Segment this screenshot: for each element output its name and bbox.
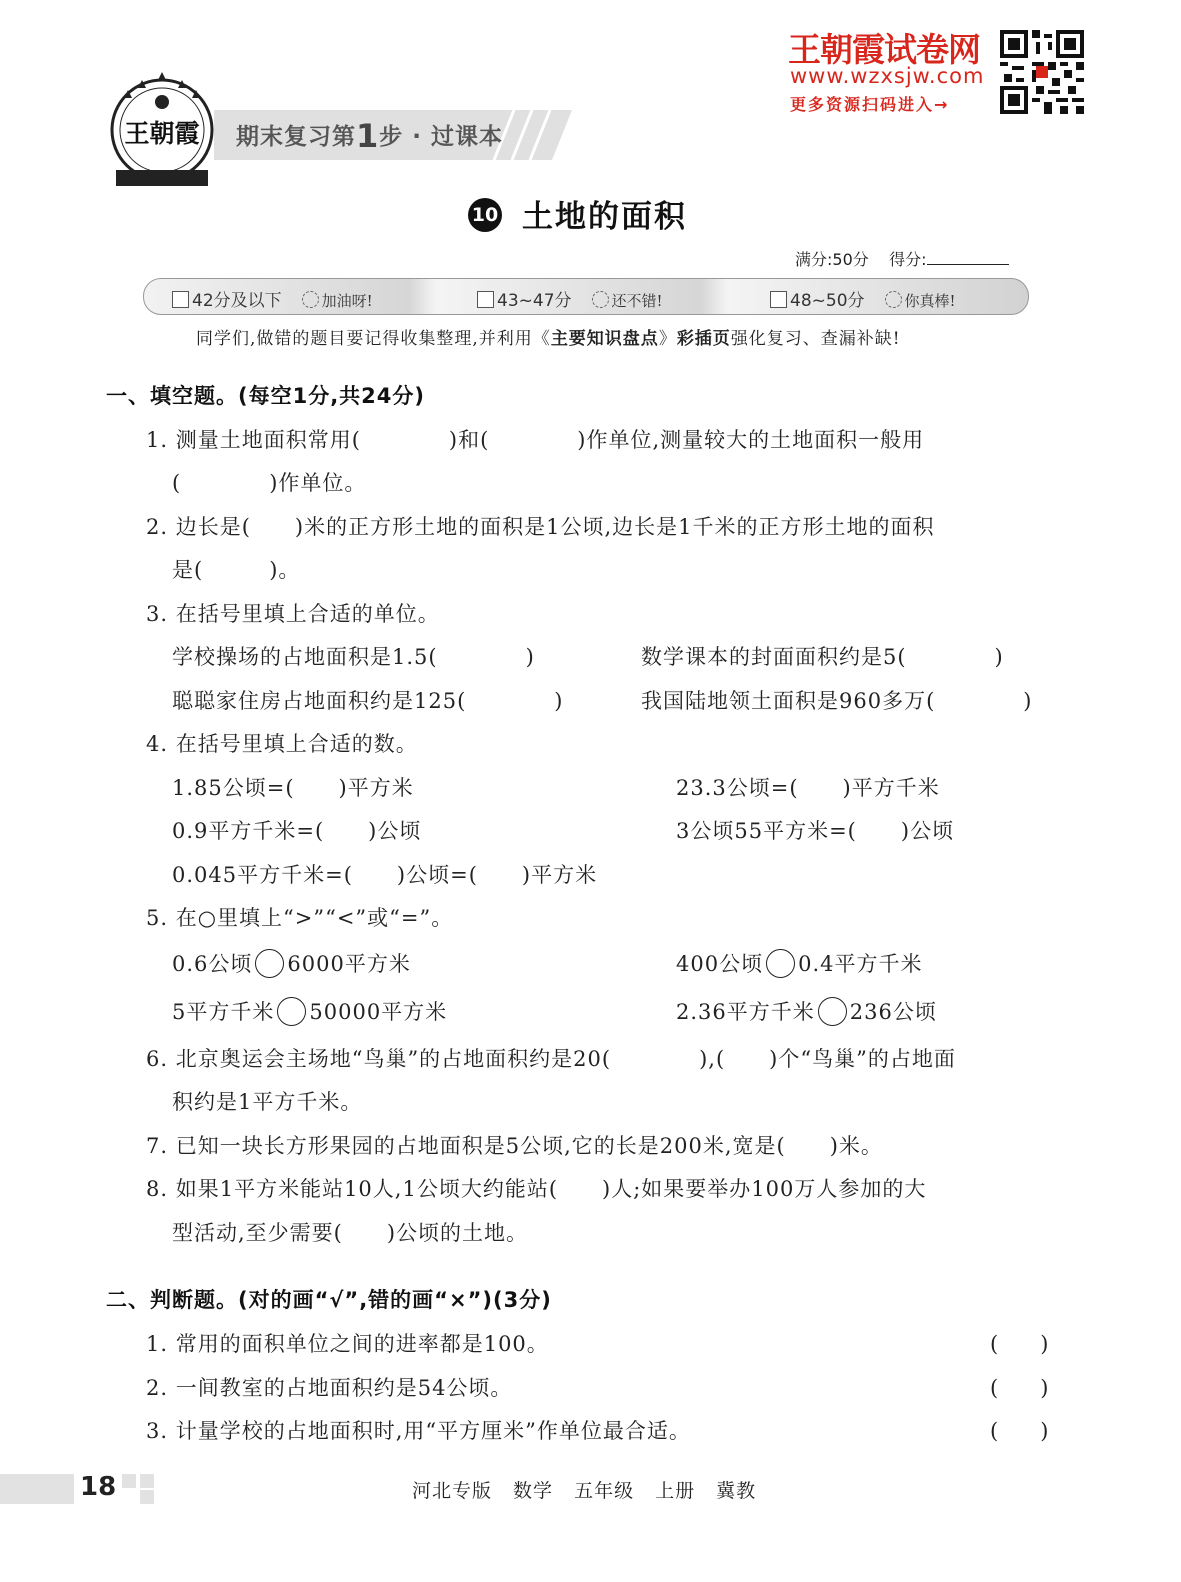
rating-bar bbox=[143, 278, 1029, 315]
rating-note: 还不错! bbox=[611, 292, 663, 310]
edition-info: 河北专版 数学 五年级 上册 冀教 bbox=[412, 1480, 757, 1502]
checkbox[interactable] bbox=[770, 291, 787, 308]
compare-item bbox=[676, 948, 923, 978]
study-tip bbox=[196, 324, 901, 349]
score-line bbox=[795, 247, 1009, 270]
question-line: 7. 已知一块长方形果园的占地面积是5公顷,它的长是200米,宽是( )米。 bbox=[146, 1134, 883, 1158]
question-line: 2. 边长是( )米的正方形土地的面积是1公顷,边长是1千米的正方形土地的面积 bbox=[146, 515, 935, 539]
page-number: 18 bbox=[80, 1472, 117, 1502]
question-line: 数学课本的封面面积约是5( ) bbox=[641, 645, 1004, 669]
question-line: 积约是1平方千米。 bbox=[172, 1090, 363, 1114]
compare-circle-blank[interactable] bbox=[766, 949, 795, 978]
compare-circle-blank[interactable] bbox=[818, 997, 847, 1026]
compare-right: 50000平方米 bbox=[309, 1000, 448, 1024]
tip-text: 同学们,做错的题目要记得收集整理,并利用《 bbox=[196, 329, 551, 349]
section-title-fill-blank: 一、填空题。(每空1分,共24分) bbox=[106, 384, 426, 408]
rating-range: 43~47分 bbox=[497, 291, 572, 311]
compare-left: 0.6公顷 bbox=[172, 952, 253, 976]
question-line: 1. 测量土地面积常用( )和( )作单位,测量较大的土地面积一般用 bbox=[146, 428, 925, 452]
question-line: 我国陆地领土面积是960多万( ) bbox=[641, 689, 1033, 713]
smiley-icon bbox=[885, 291, 902, 308]
judge-item: 1. 常用的面积单位之间的进率都是100。 bbox=[146, 1332, 549, 1356]
compare-left: 400公顷 bbox=[676, 952, 764, 976]
site-name: 王朝霞试卷网 bbox=[788, 30, 980, 69]
compare-item bbox=[172, 996, 447, 1026]
question-line: 3公顷55平方米=( )公顷 bbox=[676, 819, 955, 843]
question-line: 3. 在括号里填上合适的单位。 bbox=[146, 602, 440, 626]
compare-right: 0.4平方千米 bbox=[798, 952, 923, 976]
compare-circle-blank[interactable] bbox=[277, 997, 306, 1026]
question-line: 学校操场的占地面积是1.5( ) bbox=[172, 645, 535, 669]
compare-circle-blank[interactable] bbox=[255, 949, 284, 978]
question-line: 0.9平方千米=( )公顷 bbox=[172, 819, 422, 843]
rating-option-low[interactable] bbox=[172, 286, 373, 311]
answer-paren[interactable]: ( ) bbox=[990, 1419, 1049, 1443]
question-line: 是( )。 bbox=[172, 558, 301, 582]
checkbox[interactable] bbox=[172, 291, 189, 308]
rating-range: 42分及以下 bbox=[192, 291, 282, 311]
rating-range: 48~50分 bbox=[790, 291, 865, 311]
rating-option-high[interactable] bbox=[770, 286, 956, 311]
full-score-label: 满分:50分 bbox=[795, 250, 869, 269]
judge-item: 2. 一间教室的占地面积约是54公顷。 bbox=[146, 1376, 513, 1400]
compare-right: 236公顷 bbox=[849, 1000, 937, 1024]
got-score-label: 得分: bbox=[889, 250, 927, 269]
question-line: 型活动,至少需要( )公顷的土地。 bbox=[172, 1221, 529, 1245]
footer-decoration bbox=[122, 1474, 156, 1504]
checkbox[interactable] bbox=[477, 291, 494, 308]
rating-option-mid[interactable] bbox=[477, 286, 663, 311]
question-line: 聪聪家住房占地面积约是125( ) bbox=[172, 689, 564, 713]
question-line: 5. 在○里填上“>”“<”或“=”。 bbox=[146, 906, 454, 930]
section-title-true-false: 二、判断题。(对的画“√”,错的画“×”)(3分) bbox=[106, 1288, 552, 1312]
rating-note: 加油呀! bbox=[321, 292, 373, 310]
compare-item bbox=[172, 948, 411, 978]
question-line: 23.3公顷=( )平方千米 bbox=[676, 776, 940, 800]
banner-title bbox=[236, 117, 503, 155]
question-line: 6. 北京奥运会主场地“鸟巢”的占地面积约是20( ),( )个“鸟巢”的占地面 bbox=[146, 1047, 956, 1071]
footer-bar bbox=[0, 1474, 74, 1504]
judge-item: 3. 计量学校的占地面积时,用“平方厘米”作单位最合适。 bbox=[146, 1419, 691, 1443]
banner-prefix: 期末复习第 bbox=[236, 124, 356, 150]
rating-note: 你真棒! bbox=[904, 292, 956, 310]
banner-suffix: 步 · 过课本 bbox=[379, 124, 504, 150]
tip-text: 强化复习、查漏补缺! bbox=[730, 329, 901, 349]
question-line: ( )作单位。 bbox=[172, 471, 367, 495]
compare-right: 6000平方米 bbox=[287, 952, 411, 976]
tip-text: 》 bbox=[658, 329, 677, 349]
compare-left: 5平方千米 bbox=[172, 1000, 275, 1024]
question-line: 1.85公顷=( )平方米 bbox=[172, 776, 414, 800]
tip-bold: 主要知识盘点 bbox=[550, 329, 659, 349]
question-line: 4. 在括号里填上合适的数。 bbox=[146, 732, 418, 756]
question-line: 8. 如果1平方米能站10人,1公顷大约能站( )人;如果要举办100万人参加的大 bbox=[146, 1177, 927, 1201]
banner-step: 1 bbox=[356, 117, 380, 155]
score-blank-field[interactable] bbox=[927, 250, 1009, 265]
tip-bold: 彩插页 bbox=[676, 329, 731, 349]
brand-logo bbox=[108, 66, 216, 190]
compare-left: 2.36平方千米 bbox=[676, 1000, 815, 1024]
site-cta: 更多资源扫码进入→ bbox=[790, 95, 950, 114]
qr-code-icon[interactable] bbox=[1000, 30, 1084, 114]
answer-paren[interactable]: ( ) bbox=[990, 1332, 1049, 1356]
lesson-number-badge: 10 bbox=[468, 198, 502, 232]
svg-text:王朝霞: 王朝霞 bbox=[124, 119, 200, 148]
site-url[interactable]: www.wzxsjw.com bbox=[790, 64, 985, 88]
smiley-icon bbox=[302, 291, 319, 308]
page-title: 土地的面积 bbox=[522, 199, 687, 235]
smiley-icon bbox=[592, 291, 609, 308]
compare-item bbox=[676, 996, 937, 1026]
answer-paren[interactable]: ( ) bbox=[990, 1376, 1049, 1400]
question-line: 0.045平方千米=( )公顷=( )平方米 bbox=[172, 863, 598, 887]
